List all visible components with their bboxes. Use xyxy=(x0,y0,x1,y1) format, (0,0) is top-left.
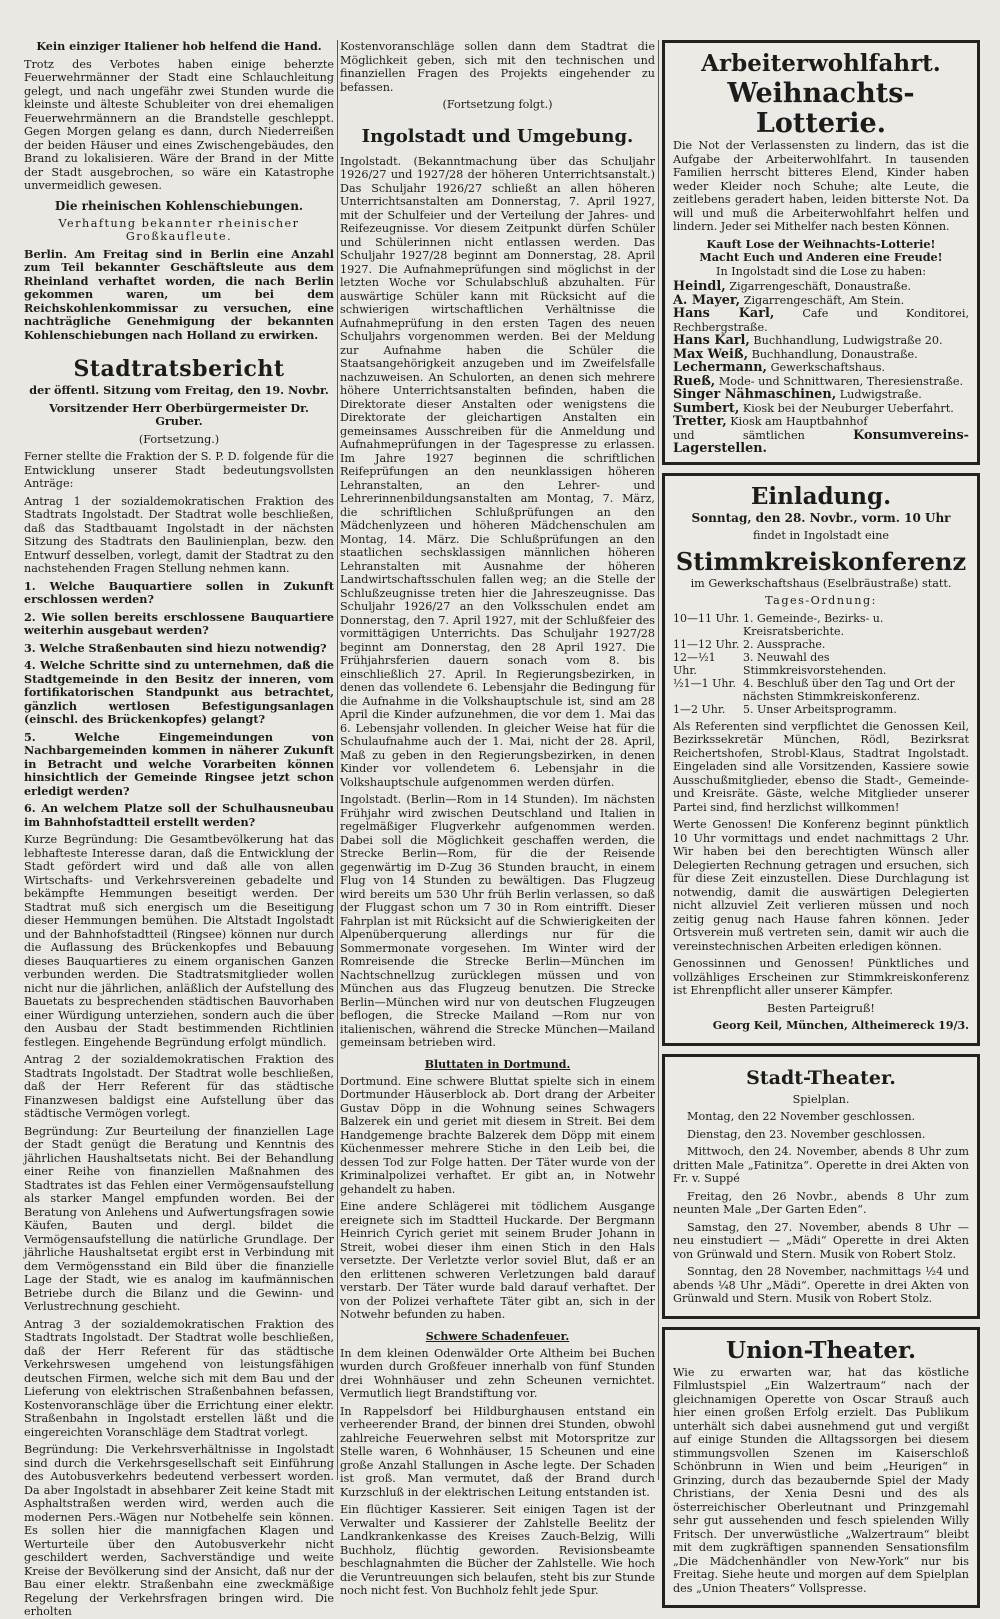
kosten-paragraph: Kostenvoranschläge sollen dann dem Stadtrat die Möglichkeit geben, sich mit den technischen und finanziellen Fragen des Projekts eingehender zu befassen. xyxy=(340,40,655,94)
spielplan-entry: Samstag, den 27. November, abends 8 Uhr — neu einstudiert — „Mädi“ Operette in drei Akten von Grünwald und Stern. Musik von Robert Stolz. xyxy=(673,1220,969,1261)
question-3: 3. Welche Straßenbauten sind hiezu notwendig? xyxy=(24,640,327,655)
seller-description: Zigarrengeschäft, Am Stein. xyxy=(743,293,905,307)
seller-entry xyxy=(673,334,969,348)
seller-description: Buchhandlung, Donaustraße. xyxy=(751,347,918,361)
awo-text: Die Not der Verlassensten zu lindern, das ist die Aufgabe der Arbeiterwohlfahrt. In tausenden Familien herrscht bitteres Elend, Kinder haben weder Kleider noch Schuhe; alte Leute, die zeitlebens geradert haben, leiden bitterste Not. Da will und muß die Arbeiterwohlfahrt helfen und lindern. Jeder sei Mithelfer nach besten Können. xyxy=(673,139,969,233)
feuer-paragraph: Trotz des Verbotes haben einige beherzte Feuerwehrmänner der Stadt eine Schlauchleitung gelegt, und nach ungefähr zwei Stunden wurde die kleinste und älteste Schubleiter von drei ehemaligen Feuerwehrmännern an die Brandstelle geschleppt. Gegen Morgen gelang es dann, durch Niederreißen der beiden Häuser und eines Zwischengebäudes, den Brand zu lokalisieren. Wäre der Brand in der Mitte der Stadt ausgebrochen, so wäre ein Katastrophe unvermeidlich gewesen. xyxy=(24,57,334,192)
schadenfeuer-headline: Schwere Schadenfeuer. xyxy=(425,1329,570,1343)
seller-entry xyxy=(673,294,969,308)
bluttaten-headline: Bluttaten in Dortmund. xyxy=(424,1057,571,1071)
kohlen-headline: Die rheinischen Kohlenschiebungen. xyxy=(54,198,304,213)
question-1: 1. Welche Bauquartiere sollen in Zukunft erschlossen werden? xyxy=(24,578,334,606)
agenda-time: 1—2 Uhr. xyxy=(673,702,726,716)
spielplan-entry: Mittwoch, den 24. November, abends 8 Uhr zum dritten Male „Fatinitza“. Operette in drei Akten von Fr. v. Suppé xyxy=(673,1145,969,1185)
begruendung-1: Kurze Begründung: Die Gesamtbevölkerung hat das lebhafteste Interesse daran, daß die Entwicklung der Stadt gefördert wird und daß alle von allen Wirtschafts- und Verkehrsvereinen gebadelte und bekämpfte Hemmungen beseitigt werden. Der Stadtrat muß sich energisch um die Beseitigung dieser Hemmungen bemühen. Die Altstadt Ingolstadt und der Bahnhofstadtteil (Ringsee) können nur durch die Auflassung des Brückenkopfes und Bebauung dieses Bauquartieres zu einem organischen Ganzen verbunden werden. Die Stadtratsmitglieder wollen nicht nur die jährlichen, anläßlich der Aufstellung des Bauetats zu besprechenden städtischen Bauvorhaben einer Würdigung unterziehen, sondern auch die über den Ausbau der Stadt bestimmenden Richtlinien festlegen. Eingehende Begründung erfolgt mündlich. xyxy=(24,833,334,1049)
einladung-signature: Georg Keil, München, Altheimereck 19/3. xyxy=(712,1019,969,1032)
uniontheater-advertisement xyxy=(662,1327,980,1609)
agenda-item: 4. Beschluß über den Tag und Ort der nächsten Stimmkreiskonferenz. xyxy=(743,676,955,703)
agenda-list xyxy=(673,612,969,716)
awo-advertisement xyxy=(662,40,980,465)
seller-name: Heindl, xyxy=(673,279,726,294)
spielplan-entry: Montag, den 22 November geschlossen. xyxy=(687,1110,916,1123)
kohlen-subheadline: Verhaftung bekannter rheinischer Großkaufleute. xyxy=(58,216,300,243)
seller-name: Hans Karl, xyxy=(673,306,775,321)
column-middle xyxy=(340,40,655,1597)
seller-description: Kiosk bei der Neuburger Ueberfahrt. xyxy=(742,401,954,415)
question-4: 4. Welche Schritte sind zu unternehmen, daß die Stadtgemeinde in den Besitz der inneren, vom fortifikatorischen Standpunkt aus betrachtet, gänzlich wertlosen Befestigungsanlagen (einschl. des Brückenkopfes) gelangt? xyxy=(24,658,334,726)
bluttaten-paragraph-1: Dortmund. Eine schwere Bluttat spielte sich in einem Dortmunder Häuserblock ab. Dort drang der Arbeiter Gustav Döpp in die Wohnung seines Schwagers Balzerek ein und geriet mit diesem in Streit. Bei dem Handgemenge brachte Balzerek dem Döpp mit einem Küchenmesser mehrere Stiche in den Leib bei, die dessen Tod zur Folge hatten. Der Täter wurde von der Kriminalpolizei verhaftet. Er gibt an, in Notwehr gehandelt zu haben. xyxy=(340,1074,655,1196)
einladung-gruss: Besten Parteigruß! xyxy=(767,1001,875,1015)
begruendung-2: Begründung: Zur Beurteilung der finanziellen Lage der Stadt genügt die Beratung und Kenntnis des jährlichen Haushaltsetats nicht. Bei der Behandlung einer Reihe von finanziellen Maßnahmen des Stadtrates ist das Fehlen einer Vermögensaufstellung als starker Mangel empfunden worden. Bei der Beratung von Anlehens und Aufwertungsfragen sowie Käufen, Bauten und dergl. bildet die Vermögensaufstellung die natürliche Grundlage. Der jährliche Haushaltsetat ergibt erst in Verbindung mit dem Vermögensstand ein Bild über die finanzielle Lage der Stadt, wie es analog im kaufmännischen Betriebe durch die Bilanz und die Gewinn- und Verlustrechnung geschieht. xyxy=(24,1124,334,1313)
schuljahr-paragraph: Ingolstadt. (Bekanntmachung über das Schuljahr 1926/27 und 1927/28 der höheren Unterrichtsanstalt.) Das Schuljahr 1926/27 schließt an allen höheren Unterrichtsanstalten am Donnerstag, 7. April 1927, mit der Schulfeier und der Verteilung der Jahres- und Reifezeugnisse. Vor diesem Zeitpunkt dürfen Schüler und Schülerinnen nicht entlassen werden. Das Schuljahr 1927/28 beginnt am Donnerstag, 28. April 1927. Die Aufnahmeprüfungen sind möglichst in der letzten Woche vor Schulabschluß abzuhalten. Für auswärtige Schüler kann mit Rücksicht auf die schwierigen wirtschaftlichen Verhältnisse die Aufnahmeprüfung in den ersten Tagen des neuen Schuljahrs vorgenommen werden. Bei der Meldung zur Aufnahme haben die Schüler die Staatsangehörigkeit anzugeben und im Zweifelsfalle nachzuweisen. An Schulorten, an denen sich mehrere höhere Unterrichtsanstalten befinden, haben die Direktorate dieser Anstalten oder wenigstens die Direktorate der gleichartigen Anstalten ein gemeinsames Ausschreiben für die Anmeldung und Aufnahmeprüfungen in der Tagespresse zu erlassen. Im Jahre 1927 beginnen die schriftlichen Reifeprüfungen an den neunklassigen höheren Lehranstalten, an den Lehrer- und Lehrerinnenbildungsanstalten am Montag, 7. März, die schriftlichen Schlußprüfungen an den Mädchenlyzeen und höheren Mädchenschulen am Montag, 14. März. Die Schlußprüfungen an den staatlichen sechsklassigen männlichen höheren Lehranstalten mit Ausnahme der höheren Landwirtschaftsschulen fallen weg; an die Stelle der Schlußzeugnisse treten hier die Jahreszeugnisse. Das Schuljahr 1926/27 an den Volksschulen endet am Donnerstag, den 7. April 1927, mit der Schlußfeier des vormittägigen Unterrichts. Das Schuljahr 1927/28 beginnt am Donnerstag, den 28 April 1927. Die Frühjahrsferien dauern sonach vom 8. bis einschließlich 27. April. In Regierungsbezirken, in denen das vollendete 6. Lebensjahr die Bedingung für die Aufnahme in die Volkshauptschule ist, sind am 28 April die Kinder aufzunehmen, die vor dem 1. Mai das 6. Lebensjahr vollenden. In gleicher Weise hat für die Schulaufnahme auch der 1. Mai, nicht der 28. April, Maß zu geben in den Regierungsbezirken, in denen Kinder vor vollendetem 6. Lebensjahr in die Volkshauptschule aufgenommen werden dürfen. xyxy=(340,154,655,789)
seller-description: Cafe und Konditorei, Rechbergstraße. xyxy=(673,307,970,334)
column-right xyxy=(662,40,980,1595)
seller-description: Kiosk am Hauptbahnhof xyxy=(730,415,868,428)
begruendung-3: Begründung: Die Verkehrsverhältnisse in Ingolstadt sind durch die Verkehrsgesellschaft seit Einführung des Autobusverkehrs bedeutend verbessert worden. Da aber Ingolstadt in absehbarer Zeit keine Stadt mit Asphaltstraßen werden wird, werden auch die modernen Pers.-Wägen nur Notbehelfe sein können. Es sollen hier die mannigfachen Klagen und Werturteile über den Autobusverkehr nicht geschildert werden, Sachverständige und weite Kreise der Bevölkerung sind der Ansicht, daß nur der Bau einer elektr. Straßenbahn eine zweckmäßige Regelung der Verkehrsfragen bringen wird. Die erholten xyxy=(24,1443,334,1618)
stadtrat-headline: Stadtratsbericht xyxy=(73,356,285,382)
stadttheater-sub: Spielplan. xyxy=(792,1092,850,1106)
kassierer-paragraph: Ein flüchtiger Kassierer. Seit einigen Tagen ist der Verwalter und Kassierer der Zahlstelle Beelitz der Landkrankenkasse des Kreises Zauch-Belzig, Willi Buchholz, flüchtig geworden. Revisionsbeamte beschlagnahmten die Bücher der Zahlstelle. Wie hoch die Veruntreuungen sich belaufen, steht bis zur Stunde noch nicht fest. Von Buchholz fehlt jede Spur. xyxy=(340,1503,655,1597)
seller-name: Sumbert, xyxy=(673,400,740,416)
antrag-1: Antrag 1 der sozialdemokratischen Fraktion des Stadtrats Ingolstadt. Der Stadtrat wolle beschließen, daß das Stadtbauamt Ingolstadt in der nächsten Sitzung des Stadtrats den Baulinienplan, bezw. den Entwurf desselben, vorlegt, damit der Stadtrat zu den nachstehenden Fragen Stellung nehmen kann. xyxy=(24,494,334,575)
seller-description: Zigarrengeschäft, Donaustraße. xyxy=(729,280,912,293)
agenda-item: 5. Unser Arbeitsprogramm. xyxy=(743,702,897,716)
einladung-date: Sonntag, den 28. Novbr., vorm. 10 Uhr xyxy=(691,510,951,525)
bluttaten-paragraph-2: Eine andere Schlägerei mit tödlichem Ausgange ereignete sich im Stadtteil Huckarde. Der Bergmann Heinrich Cyrich geriet mit seinem Bruder Johann in Streit, wobei dieser ihm einen Stich in den Hals versetzte. Der Verletzte verlor soviel Blut, daß er an den erlittenen schweren Verletzungen bald darauf verstarb. Der Täter wurde bald darauf verhaftet. Der von der Polizei verhaftete Täter gibt an, sich in der Notwehr befunden zu haben. xyxy=(340,1200,655,1321)
awo-title: Arbeiterwohlfahrt. xyxy=(701,50,941,77)
column-rule-1 xyxy=(337,40,338,1480)
spielplan-entry: Dienstag, den 23. November geschlossen. xyxy=(687,1127,926,1141)
column-rule-2 xyxy=(658,40,659,1480)
einladung-text-3: Genossinnen und Genossen! Pünktliches und vollzähliges Erscheinen zur Stimmkreiskonferenz ist Ehrenpflicht aller unserer Kämpfer. xyxy=(673,957,969,997)
fortsetzung-note: (Fortsetzung.) xyxy=(138,432,220,446)
einladung-text-2: Werte Genossen! Die Konferenz beginnt pünktlich 10 Uhr vormittags und endet nachmittags 2 Uhr. Wir haben bei den berechtigten Wünsch aller Delegierten Rechnung getragen und ersuchen, sich für diese Zeit einzustellen. Diese Durchlagung ist notwendig, damit die auswärtigen Delegierten nicht allzuviel Zeit verlieren müssen und noch zeitig genug nach Hause fahren können. Jeder Ortsverein muß vertreten sein, damit wir auch die vereinstechnischen Arbeiten erledigen können. xyxy=(673,818,969,953)
italiener-line: Kein einziger Italiener hob helfend die Hand. xyxy=(36,39,322,53)
question-2: 2. Wie sollen bereits erschlossene Bauquartiere weiterhin ausgebaut werden? xyxy=(24,609,334,637)
seller-entry xyxy=(673,388,969,402)
einladung-title: Einladung. xyxy=(750,482,892,510)
column-left xyxy=(24,39,334,1618)
seller-entry xyxy=(673,280,969,294)
seller-name: Lechermann, xyxy=(673,360,768,375)
stadtrat-session: der öffentl. Sitzung vom Freitag, den 19. Novbr. xyxy=(29,383,329,397)
seller-name: Tretter, xyxy=(673,414,727,429)
antraege-intro: Ferner stellte die Fraktion der S. P. D. folgende für die Entwicklung unserer Stadt bedeutungsvollsten Anträge: xyxy=(24,450,334,490)
seller-description: Gewerkschaftshaus. xyxy=(770,361,886,374)
einladung-place-2: im Gewerkschaftshaus (Eselbräustraße) statt. xyxy=(690,576,952,590)
agenda-time: 10—11 Uhr. xyxy=(673,611,740,625)
seller-list xyxy=(673,280,969,429)
einladung-text-1: Als Referenten sind verpflichtet die Genossen Keil, Bezirkssekretär München, Rödl, Bezirksrat Reichertshofen, Strobl-Klaus, Stadtrat Ingolstadt. Eingeladen sind alle Vorsitzenden, Kassiere sowie Ausschußmitglieder, ebenso die Stadt-, Gemeinde- und Kreisräte. Gäste, welche Mitglieder unserer Partei sind, find herzlichst willkommen! xyxy=(673,719,969,814)
agenda-item: 2. Aussprache. xyxy=(743,637,826,651)
seller-entry xyxy=(673,415,969,429)
seller-description: Buchhandlung, Ludwigstraße 20. xyxy=(753,334,943,347)
stadttheater-advertisement xyxy=(662,1054,980,1319)
seller-entry xyxy=(673,361,969,375)
seller-name: Hans Karl, xyxy=(673,333,750,348)
stadttheater-title: Stadt-Theater. xyxy=(746,1066,896,1089)
question-6: 6. An welchem Platze soll der Schulhausneubau im Bahnhofstadtteil erstellt werden? xyxy=(24,801,334,829)
stadtrat-chair: Vorsitzender Herr Oberbürgermeister Dr. Gruber. xyxy=(49,400,309,428)
tagesordnung-label: Tages-Ordnung: xyxy=(765,594,877,607)
seller-tail-prefix: und sämtlichen xyxy=(673,428,805,442)
uniontheater-text: Wie zu erwarten war, hat das köstliche Filmlustspiel „Ein Walzertraum“ nach der gleichnamigen Operette von Oscar Strauß auch hier einen großen Erfolg erzielt. Das Publikum unterhält sich dabei ausnehmend gut und vergißt auf einige Stunden die Alltagssorgen bei diesem stimmungsvollen Szenen im Kaiserschloß Schönbrunn in Wien und beim „Heurigen“ in Grinzing, durch das bezaubernde Spiel der Mady Christians, der Xenia Desni und des als österreichischer Oberleutnant und Prinzgemahl sehr gut aussehenden und fesch spielenden Willy Fritsch. Der unverwüstliche „Walzertraum“ bleibt mit dem zugkräftigen spannenden Sensationsfilm „Die Mädchenhändler von New-York“ nur bis Freitag. Siehe heute und morgen auf dem Spielplan des „Union Theaters“ Vollspresse. xyxy=(673,1365,969,1595)
stimmkreis-title: Stimmkreiskonferenz xyxy=(675,546,967,576)
spielplan-list xyxy=(673,1110,969,1306)
question-5: 5. Welche Eingemeindungen von Nachbargemeinden kommen in näherer Zukunft in Betracht und welche Vorarbeiten können hinsichtlich der Gemeinde Ringsee jetzt schon erledigt werden? xyxy=(24,729,334,798)
einladung-place-1: findet in Ingolstadt eine xyxy=(752,529,890,542)
seller-entry xyxy=(673,348,969,362)
agenda-time: 11—12 Uhr. xyxy=(673,637,740,651)
schadenfeuer-paragraph-2: In Rappelsdorf bei Hildburghausen entstand ein verheerender Brand, der binnen drei Stunden, obwohl zahlreiche Feuerwehren selbst mit Motorspritze zur Stelle waren, 6 Wohnhäuser, 15 Scheunen und eine große Anzahl Stallungen in Asche legte. Der Schaden ist groß. Man vermutet, daß der Brand durch Kurzschluß in der elektrischen Leitung entstanden ist. xyxy=(340,1404,655,1499)
kohlen-paragraph: Berlin. Am Freitag sind in Berlin eine Anzahl zum Teil bekannter Geschäftsleute aus dem Rheinland verhaftet worden, die nach Berlin gekommen waren, um bei dem Reichskohlenkommissar zu versuchen, eine nachträgliche Genehmigung der bekannten Kohlenschiebungen nach Holland zu erwirken. xyxy=(24,246,334,342)
awo-slogan-1: Kauft Lose der Weihnachts-Lotterie! xyxy=(706,236,936,251)
seller-name: Rueß, xyxy=(673,373,716,389)
einladung-advertisement xyxy=(662,473,980,1046)
seller-description: Mode- und Schnittwaren, Theresienstraße. xyxy=(718,374,964,388)
spielplan-entry: Freitag, den 26 Novbr., abends 8 Uhr zum neunten Male „Der Garten Eden“. xyxy=(673,1189,969,1216)
antrag-3: Antrag 3 der sozialdemokratischen Fraktion des Stadtrats Ingolstadt. Der Stadtrat wolle beschließen, daß der Herr Referent für das städtische Verkehrswesen umgehend von leistungsfähigen deutschen Firmen, welche sich mit dem Bau und der Lieferung von elektrischen Straßenbahnen befassen, Kostenvoranschläge über die Errichtung einer elektr. Straßenbahn in Ingolstadt erstellen läßt und die eingereichten Voranschläge dem Stadtrat vorlegt. xyxy=(24,1317,334,1439)
seller-description: Ludwigstraße. xyxy=(839,388,922,401)
agenda-time: 12—½1 Uhr. xyxy=(673,650,716,677)
awo-where: In Ingolstadt sind die Lose zu haben: xyxy=(716,264,926,278)
agenda-item: 3. Neuwahl des Stimmkreisvorstehenden. xyxy=(743,650,887,677)
seller-tail xyxy=(673,429,969,456)
awo-slogan-2: Macht Euch und Anderen eine Freude! xyxy=(699,250,943,264)
seller-entry xyxy=(673,402,969,416)
antrag-2: Antrag 2 der sozialdemokratischen Fraktion des Stadtrats Ingolstadt. Der Stadtrat wolle beschließen, daß der Herr Referent für das städtische Finanzwesen baldigst eine Aufstellung über das städtische Vermögen vorlegt. xyxy=(24,1053,334,1120)
lotterie-title: Weihnachts-Lotterie. xyxy=(727,78,915,139)
schadenfeuer-paragraph-1: In dem kleinen Odenwälder Orte Altheim bei Buchen wurden durch Großfeuer innerhalb von fünf Stunden drei Wohnhäuser und zehn Scheunen vernichtet. Vermutlich liegt Brandstiftung vor. xyxy=(340,1346,655,1400)
flugverkehr-paragraph: Ingolstadt. (Berlin—Rom in 14 Stunden). Im nächsten Frühjahr wird zwischen Deutschland und Italien in regelmäßiger Flugverkehr aufgenommen werden. Dabei soll die Möglichkeit geschaffen werden, die Strecke Berlin—Rom, für die der Reisende gegenwärtig im D-Zug 36 Stunden braucht, in einem Flug von 14 Stunden zu bewältigen. Das Flugzeug wird bereits um 530 Uhr früh Berlin verlassen, so daß der Fluggast schon um 7 30 in Rom eintrifft. Dieser Fahrplan ist mit Rücksicht auf die Schwierigkeiten der Alpenüberquerung allerdings nur für die Sommermonate vorgesehen. Im Winter wird der Romreisende die Strecke Berlin—München im Nachtschnellzug zurücklegen müssen und von München aus das Flugzeug benutzen. Die Strecke Berlin—München wird nur von deutschen Flugzeugen beflogen, die Strecke Mailand —Rom nur von italienischen, während die Strecke München—Mailand gemeinsam betrieben wird. xyxy=(340,793,655,1049)
ingolstadt-headline: Ingolstadt und Umgebung. xyxy=(361,125,634,147)
spielplan-entry: Sonntag, den 28 November, nachmittags ½4 und abends ¼8 Uhr „Mädi“. Operette in drei Akten von Grünwald und Stern. Musik von Robert Stolz. xyxy=(673,1265,969,1305)
fortsetzung-folgt: (Fortsetzung folgt.) xyxy=(442,98,553,111)
seller-name: A. Mayer, xyxy=(673,292,741,308)
seller-entry xyxy=(673,375,969,389)
uniontheater-title: Union-Theater. xyxy=(726,1336,916,1364)
seller-name: Singer Nähmaschinen, xyxy=(673,387,837,402)
seller-tail-konsum: Konsumvereins-Lagerstellen. xyxy=(673,427,969,456)
agenda-time: ½1—1 Uhr. xyxy=(673,676,737,690)
seller-entry xyxy=(673,307,969,334)
agenda-item: 1. Gemeinde-, Bezirks- u. Kreisratsberichte. xyxy=(743,611,884,638)
seller-name: Max Weiß, xyxy=(673,346,749,362)
